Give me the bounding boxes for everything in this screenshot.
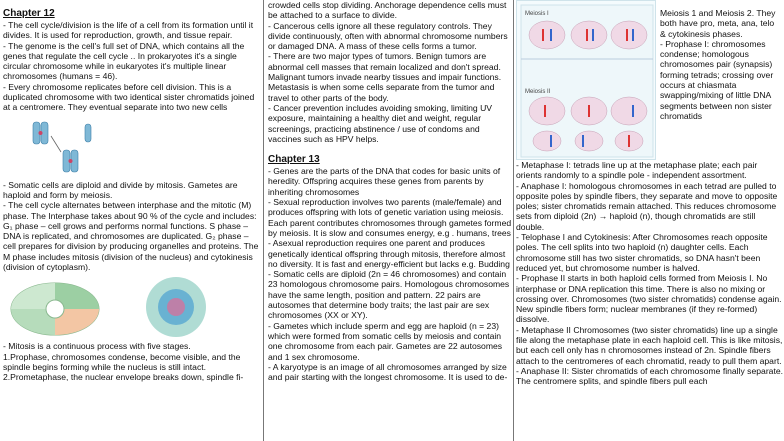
prometaphase-item: 2.Prometaphase, the nuclear envelope breaks down, spindle fi- <box>3 372 244 383</box>
paragraph: - There are two major types of tumors. Benign tumors are abnormal cell masses that remain localized and don't spread. Malignant tumors invade nearby tissues and impair functions. Metastasis is when some cells separate from the tumor and travel to other parts of the body. <box>268 51 502 103</box>
metaphase-i-item: - Metaphase I: tetrads line up at the metaphase plate; each pair orients randomly to a spindle pole - independent assortment. <box>516 160 758 181</box>
mitosis-cell-diagram <box>121 275 231 339</box>
anaphase-i-item: - Anaphase I: homologous chromosomes in each tetrad are pulled to opposite poles by spindle fibers, they separate and move to opposite poles; sister chromatids remain attached. This reduces chromosome sets from diploid (2n) → haploid (n), though chromatids are still double. <box>516 180 778 232</box>
meiosis-figure-row <box>516 0 784 160</box>
column-1 <box>0 0 262 441</box>
paragraph: Meiosis 1 and Meiosis 2. They both have pro, meta, ana, telo & cytokinesis phases. <box>660 8 776 39</box>
meiosis-side-text <box>656 0 780 160</box>
paragraph: - Cancer prevention includes avoiding smoking, limiting UV exposure, maintaining a healthy diet and weight, regular screenings, practicing abstinence / use of condoms and vaccines such as HPV helps. <box>268 102 493 144</box>
paragraph: - Cancerous cells ignore all these regulatory controls. They divide continuously, often with abnormal chromosome numbers or damaged DNA. A mass of these cells forms a tumor. <box>268 20 508 52</box>
column-divider-2 <box>513 0 514 441</box>
column-3 <box>516 0 784 441</box>
column-2 <box>268 0 512 441</box>
paragraph: - Every chromosome replicates before cell division. This is a duplicated chromosome with two identical sister chromatids joined at a centromere. They eventual separate into two new cells <box>3 81 255 113</box>
chapter-13-heading: Chapter 13 <box>268 154 320 166</box>
telophase-i-item: - Telophase I and Cytokinesis: After Chromosomes reach opposite poles. The cell splits into two haploid (n) daughter cells. Each chromosome still has two sister chromatids, so DNA hasn't been reduced yet, but chromosome number is halved. <box>516 232 768 273</box>
cell-cycle-diagram <box>3 275 115 339</box>
chapter-12-heading: Chapter 12 <box>3 8 55 19</box>
paragraph: - Sexual reproduction involves two parents (male/female) and produces offspring with lots of genetic variation using meiosis. Each parent contributes chromosomes through gametes formed by meiosis. It is slow and consumes energy, e.g . humans, trees <box>268 197 512 238</box>
paragraph: - The genome is the cell's full set of DNA, which contains all the genes that regulate the cell cycle .. In prokaryotes it's a single circular chromosome while in eukaryotes it's multiple linear chromosomes (humans = 46). <box>3 40 245 82</box>
paragraph: - Mitosis is a continuous process with five stages. <box>3 341 191 352</box>
paragraph: - Genes are the parts of the DNA that codes for basic units of heredity. Offspring acquires these genes from parents by inheriting chromosomes <box>268 166 501 197</box>
metaphase-ii-item: - Metaphase II Chromosomes (two sister chromatids) line up a single file along the metaphase plate in each haploid cell. This is like mitosis, but each cell only has n chromosomes instead of 2n. Spindle fibers attach to the centromeres of each chromatid, ready to pull them apart. <box>516 324 783 366</box>
paragraph: - Somatic cells are diploid (2n = 46 chromosomes) and contain 23 homologous chromosome pairs. Homologous chromosomes have the same length, position and pattern. 22 pairs are autosomes that determine body traits; the last pair are sex chromosomes (XX or XY). <box>268 269 510 321</box>
meiosis-i-label: Meiosis I <box>525 11 549 17</box>
chromosome-illustration <box>23 116 107 178</box>
prophase-i-item: - Prophase I: chromosomes condense; homologous chromosomes pair (synapsis) forming tetrads; crossing over occurs at chiasmata swapping/mixing of little DNA segments between non sister chromatids <box>660 38 774 121</box>
cell-cycle-figures <box>3 275 262 339</box>
paragraph: - Asexual reproduction requires one parent and produces genetically identical offspring through mitosis, therefore almost no diversity. It is fast and energy-efficient but lacks e.g. Budding <box>268 238 510 269</box>
paragraph: - The cell cycle alternates between interphase and the mitotic (M) phase. The Interphase takes about 90 % of the cycle and includes: G₁ phase – cell grows and performs normal functions. S phase – DNA is replicated, and chromosomes are duplicated. G₂ phase – cell prepares for division by producing organelles and proteins. The M phase includes mitosis (division of the nucleus) and cytokinesis (division of cytoplasm). <box>3 200 259 273</box>
meiosis-ii-label: Meiosis II <box>525 89 551 95</box>
anaphase-ii-item: - Anaphase II: Sister chromatids of each chromosome finally separate. The centromere splits, and spindle fibers pull each <box>516 365 784 387</box>
paragraph: - Somatic cells are diploid and divide by mitosis. Gametes are haploid and form by meiosis. <box>3 179 238 200</box>
meiosis-diagram <box>516 0 656 160</box>
prophase-item: 1.Prophase, chromosomes condense, become visible, and the spindle begins forming while the nucleus is still intact. <box>3 351 241 372</box>
paragraph: - A karyotype is an image of all chromosomes arranged by size and pair starting with the longest chromosome. It is used to de- <box>268 361 508 383</box>
paragraph: crowded cells stop dividing. Anchorage dependence cells must be attached to a surface to divide. <box>268 0 507 21</box>
paragraph: - Gametes which include sperm and egg are haploid (n = 23) which were formed from somatic cells by meiosis and contain one chromosome from each pair. Gametes are 22 autosomes and 1 sex chromosome. <box>268 320 503 362</box>
column-divider-1 <box>263 0 264 441</box>
prophase-ii-item: - Prophase II starts in both haploid cells formed from Meiosis I. No interphase or DNA replication this time. There is also no mixing or crossing over. Chromosomes (two sister chromatids) condense again. New spindle fibers form; nuclear membranes (if they re-formed) dissolve. <box>516 273 782 325</box>
paragraph: - The cell cycle/division is the life of a cell from its formation until it divides. It is used for reproduction, growth, and tissue repair. <box>3 20 254 41</box>
